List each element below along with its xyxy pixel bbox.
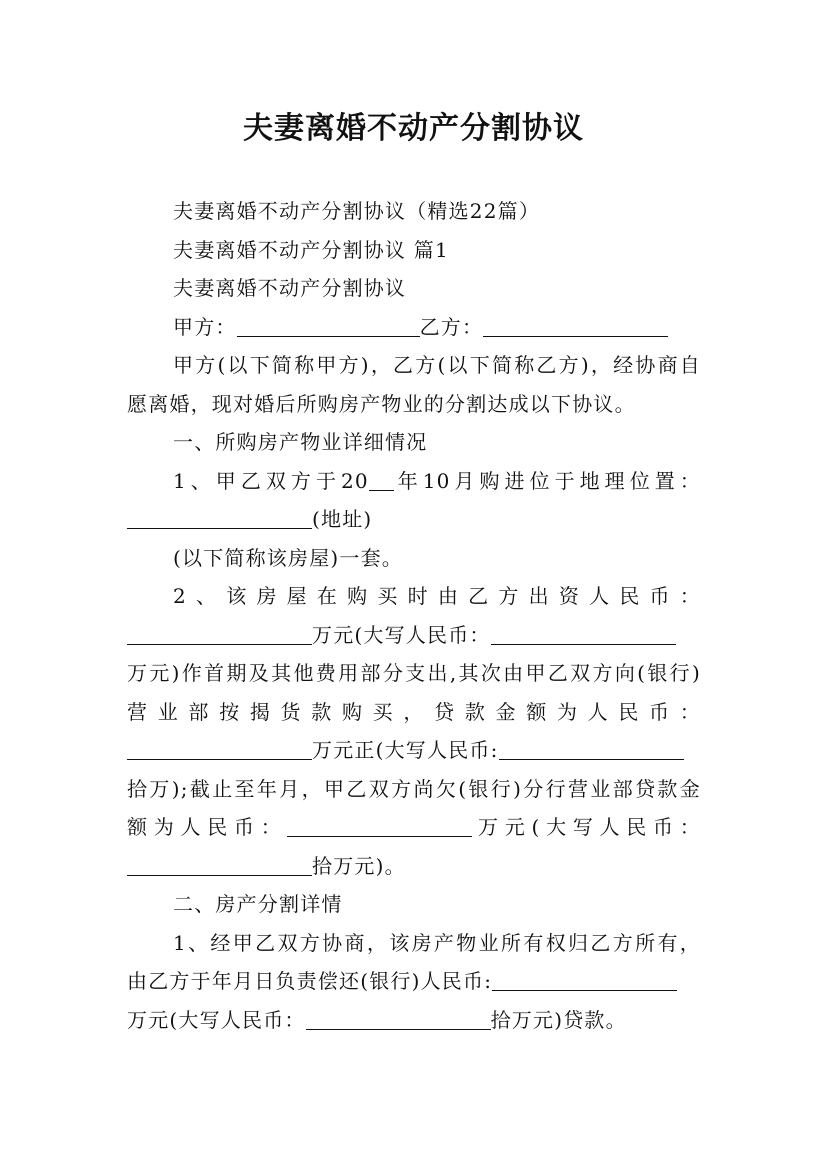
year-blank — [369, 470, 394, 491]
s1-item2-l2-text: 万元(大写人民币： — [312, 622, 491, 647]
s1-item2-line-4: 营业部按揭货款购买，贷款金额为人民币： — [127, 699, 701, 724]
s1-item2-l5-text: 万元正(大写人民币: — [312, 738, 499, 762]
owed-amount-blank — [287, 816, 472, 837]
s2-item1-line-1: 1、经甲乙双方协商，该房产物业所有权归乙方所有， — [173, 930, 701, 955]
section-1-heading: 一、所购房产物业详细情况 — [173, 430, 428, 454]
s1-item2-line-3: 万元)作首期及其他费用部分支出,其次由甲乙双方向(银行) — [127, 661, 701, 685]
document-title: 夫妻离婚不动产分割协议 — [243, 111, 584, 146]
s1-item2-l7-text-a: 额为人民币： — [127, 815, 288, 839]
party-a-blank — [237, 316, 420, 337]
amount-caps-blank-1 — [491, 624, 676, 645]
s2-item1-line-3 — [127, 1001, 701, 1040]
loan-amount-blank — [127, 739, 312, 760]
s1-item1-part-a: 1、甲乙双方于20 — [173, 468, 369, 493]
owed-caps-blank — [127, 855, 312, 876]
repay-amount-blank — [492, 970, 677, 991]
s1-item1-part-b: 年10月购进位于地理位置： — [393, 468, 701, 493]
intro-line-2: 愿离婚，现对婚后所购房产物业的分割达成以下协议。 — [127, 391, 636, 416]
s1-item2-line-5 — [127, 731, 701, 770]
parties-line — [127, 308, 701, 347]
document-body — [127, 192, 701, 1039]
s1-item2-l8-text: 拾万元)。 — [312, 853, 406, 878]
s2-item1-l2-text: 由乙方于年月日负责偿还(银行)人民币: — [127, 969, 493, 993]
section-2-heading: 二、房产分割详情 — [173, 892, 343, 916]
party-a-label: 甲方： — [173, 314, 237, 339]
address-label: (地址) — [312, 507, 373, 531]
chapter-heading: 夫妻离婚不动产分割协议 篇1 — [173, 237, 449, 262]
address-blank — [127, 508, 312, 529]
amount-blank-1 — [127, 624, 312, 645]
s1-item2-line-1: 2、该房屋在购买时由乙方出资人民币： — [173, 584, 701, 608]
s2-item1-l3-text-b: 拾万元)贷款。 — [490, 1007, 627, 1032]
s2-item1-line-2 — [127, 962, 701, 1001]
address-line — [127, 500, 701, 539]
s1-item2-line-6: 拾万);截止至年月，甲乙双方尚欠(银行)分行营业部贷款金 — [127, 776, 701, 801]
loan-caps-blank — [499, 739, 684, 760]
s1-item2-line-7 — [127, 808, 701, 847]
s1-item2-l7-text-b: 万元(大写人民币： — [472, 815, 701, 839]
agreement-title: 夫妻离婚不动产分割协议 — [173, 276, 407, 300]
subtitle-line: 夫妻离婚不动产分割协议（精选22篇） — [173, 199, 541, 223]
party-b-label: 乙方： — [419, 314, 484, 339]
intro-line-1: 甲方(以下简称甲方)，乙方(以下简称乙方)，经协商自 — [173, 353, 701, 377]
s1-item2-line-2 — [127, 616, 701, 655]
s1-item1-end: (以下简称该房屋)一套。 — [173, 545, 404, 570]
s2-item1-l3-text-a: 万元(大写人民币： — [127, 1007, 306, 1032]
s1-item2-line-8 — [127, 847, 701, 886]
party-b-blank — [483, 316, 668, 337]
s1-item1-line — [127, 462, 701, 501]
repay-caps-blank — [306, 1009, 491, 1030]
